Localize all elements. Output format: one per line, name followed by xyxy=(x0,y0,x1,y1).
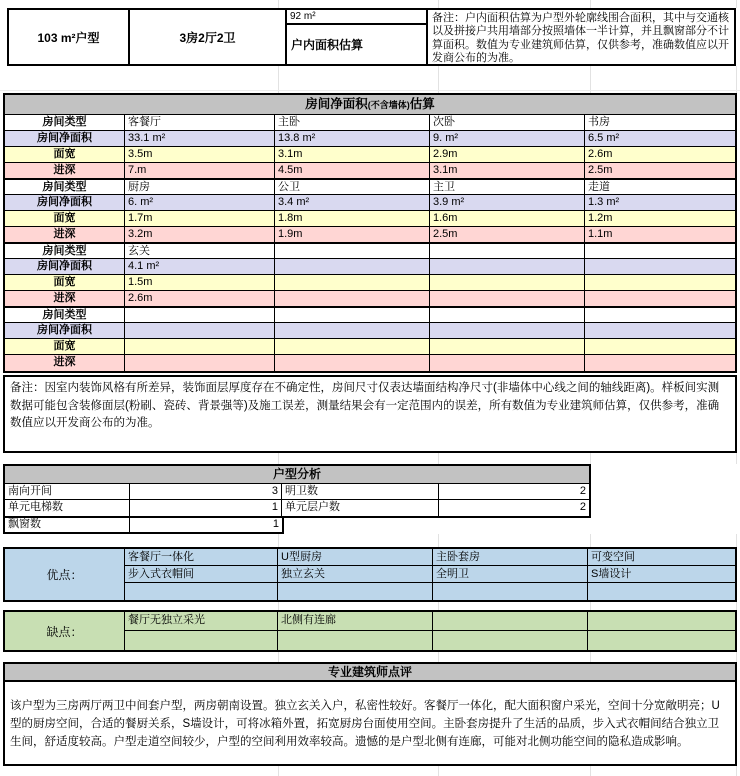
analysis-label: 飘窗数 xyxy=(5,518,130,532)
gridline-vertical xyxy=(736,534,737,547)
sheet-grid-strip xyxy=(0,652,740,662)
cell: 次卧 xyxy=(430,115,585,131)
gridline-vertical xyxy=(736,0,737,8)
row-label: 房间类型 xyxy=(5,115,125,131)
cell xyxy=(585,339,735,355)
cell: 公卫 xyxy=(275,179,430,195)
gridline-vertical xyxy=(438,766,439,776)
gridline-vertical xyxy=(438,0,439,8)
cons-item xyxy=(278,631,433,650)
gridline-vertical xyxy=(278,0,279,8)
cell: 2.9m xyxy=(430,147,585,163)
row-label: 进深 xyxy=(5,291,125,307)
gridline-vertical xyxy=(590,66,591,93)
cell xyxy=(585,323,735,339)
gridline-vertical xyxy=(438,66,439,93)
cell: 1.2m xyxy=(585,211,735,227)
cell: 13.8 m² xyxy=(275,131,430,147)
gridline-vertical xyxy=(590,652,591,662)
cons-item: 餐厅无独立采光 xyxy=(125,612,278,631)
room-type-row xyxy=(5,243,735,259)
row-label: 房间净面积 xyxy=(5,323,125,339)
cell xyxy=(430,323,585,339)
depth-row xyxy=(5,227,735,243)
analysis-value: 1 xyxy=(130,500,282,516)
room-type-row xyxy=(5,307,735,323)
cell xyxy=(125,339,275,355)
cell xyxy=(585,243,735,259)
cell: 1.6m xyxy=(430,211,585,227)
row-label: 面宽 xyxy=(5,211,125,227)
analysis-title: 户型分析 xyxy=(5,466,589,484)
sheet-grid-strip xyxy=(0,66,740,93)
cell xyxy=(585,355,735,371)
gridline-vertical xyxy=(438,652,439,662)
cell: 2.6m xyxy=(585,147,735,163)
review-body: 该户型为三房两厅两卫中间套户型，两房朝南设置。独立玄关入户，私密性较好。客餐厅一体化，配大面积窗户采光，空间十分宽敞明亮；U型的厨房空间，合适的餐厨关系，S墙设计，可将冰箱外置，拓宽厨房台面使用空间。主卧套房提升了生活的品质，步入式衣帽间结合独立卫生间，舒适度较高。户型走道空间较少，户型的空间利用效率较高。遗憾的是户型北侧有连廊，可能对北侧功能空间的隐私造成影响。 xyxy=(3,682,737,766)
pros-item xyxy=(433,583,588,600)
cell xyxy=(430,339,585,355)
row-label: 进深 xyxy=(5,227,125,243)
header-row xyxy=(7,8,736,66)
inner-area-cell xyxy=(285,8,428,66)
header-note: 备注：户内面积估算为户型外轮廓线围合面积，其中与交通核以及拼接户共用墙部分按照墙体一半计算，并且飘窗部分不计算面积。数值为专业建筑师估算，仅供参考，准确数值应以开发商公布的为准。 xyxy=(426,8,736,66)
analysis-label: 明卫数 xyxy=(282,484,439,500)
cell: 4.1 m² xyxy=(125,259,275,275)
cell: 4.5m xyxy=(275,163,430,179)
pros-label: 优点： xyxy=(5,549,125,600)
cell xyxy=(430,355,585,371)
room-area-table-title xyxy=(5,95,735,115)
cell xyxy=(585,275,735,291)
cons-item xyxy=(433,612,588,631)
cell: 6. m² xyxy=(125,195,275,211)
room-layout-cell: 3房2厅2卫 xyxy=(128,8,287,66)
cell xyxy=(275,307,430,323)
cell xyxy=(585,291,735,307)
cell xyxy=(275,355,430,371)
depth-row xyxy=(5,291,735,307)
gridline-vertical xyxy=(736,766,737,776)
gridline-vertical xyxy=(278,602,279,610)
face-width-row xyxy=(5,147,735,163)
pros-item: 客餐厅一体化 xyxy=(125,549,278,566)
gridline-horizontal xyxy=(0,90,740,91)
analysis-row xyxy=(3,518,284,534)
cell xyxy=(275,323,430,339)
cell: 7.m xyxy=(125,163,275,179)
cell: 书房 xyxy=(585,115,735,131)
title-tail: 估算 xyxy=(409,97,435,111)
cell: 3.4 m² xyxy=(275,195,430,211)
pros-item: 独立玄关 xyxy=(278,566,433,583)
cell: 2.5m xyxy=(430,227,585,243)
analysis-label: 单元电梯数 xyxy=(5,500,130,516)
cell xyxy=(275,339,430,355)
cell: 1.5m xyxy=(125,275,275,291)
depth-row xyxy=(5,355,735,371)
gridline-vertical xyxy=(278,652,279,662)
cell: 走道 xyxy=(585,179,735,195)
row-label: 房间类型 xyxy=(5,243,125,259)
title-small: (不含墙体) xyxy=(367,100,410,110)
sheet-grid-strip xyxy=(0,602,740,610)
cons-section xyxy=(3,610,737,652)
cell: 6.5 m² xyxy=(585,131,735,147)
analysis-label: 单元层户数 xyxy=(282,500,439,516)
cell: 33.1 m² xyxy=(125,131,275,147)
cell xyxy=(125,307,275,323)
face-width-row xyxy=(5,211,735,227)
cell: 3.5m xyxy=(125,147,275,163)
cell: 3.1m xyxy=(275,147,430,163)
gridline-vertical xyxy=(278,66,279,93)
gridline-vertical xyxy=(438,602,439,610)
pros-item: U型厨房 xyxy=(278,549,433,566)
cell: 1.7m xyxy=(125,211,275,227)
row-label: 房间类型 xyxy=(5,307,125,323)
row-label: 进深 xyxy=(5,163,125,179)
net-area-row xyxy=(5,323,735,339)
cell: 主卧 xyxy=(275,115,430,131)
row-label: 进深 xyxy=(5,355,125,371)
row-label: 房间净面积 xyxy=(5,259,125,275)
analysis-row xyxy=(5,500,589,516)
cell: 客餐厅 xyxy=(125,115,275,131)
cons-label: 缺点： xyxy=(5,612,125,650)
inner-area-value: 92 m² xyxy=(287,10,426,25)
cell xyxy=(430,275,585,291)
net-area-row xyxy=(5,195,735,211)
cell: 3.1m xyxy=(430,163,585,179)
cell xyxy=(125,355,275,371)
inner-area-label: 户内面积估算 xyxy=(291,38,364,52)
gridline-vertical xyxy=(590,602,591,610)
cell: 主卫 xyxy=(430,179,585,195)
cons-item xyxy=(588,612,735,631)
face-width-row xyxy=(5,339,735,355)
analysis-label: 南向开间 xyxy=(5,484,130,500)
row-label: 房间类型 xyxy=(5,179,125,195)
cons-item xyxy=(588,631,735,650)
room-type-row xyxy=(5,115,735,131)
cell xyxy=(125,323,275,339)
gridline-vertical xyxy=(278,534,279,547)
cell xyxy=(585,307,735,323)
sheet-grid-strip xyxy=(0,766,740,776)
row-label: 房间净面积 xyxy=(5,195,125,211)
cell xyxy=(585,259,735,275)
cell xyxy=(275,291,430,307)
analysis-value: 3 xyxy=(130,484,282,500)
gridline-vertical xyxy=(590,0,591,8)
cell: 1.1m xyxy=(585,227,735,243)
cell: 厨房 xyxy=(125,179,275,195)
cell: 1.8m xyxy=(275,211,430,227)
cell xyxy=(430,291,585,307)
cell: 9. m² xyxy=(430,131,585,147)
cell xyxy=(430,307,585,323)
pros-item: 可变空间 xyxy=(588,549,735,566)
title-main: 房间净面积 xyxy=(305,97,368,111)
pros-item: S墙设计 xyxy=(588,566,735,583)
analysis-value: 1 xyxy=(272,518,279,530)
review-title: 专业建筑师点评 xyxy=(3,662,737,682)
pros-item: 主卧套房 xyxy=(433,549,588,566)
cell: 1.9m xyxy=(275,227,430,243)
measurement-footnote: 备注：因室内装饰风格有所差异，装饰面层厚度存在不确定性，房间尺寸仅表达墙面结构净尺寸(非墙体中心线之间的轴线距离)。样板间实测数据可能包含装修面层(粉刷、瓷砖、背景强等)及施工误差，测量结果会有一定范围内的误差，所有数值为专业建筑师估算，仅供参考，准确数值应以开发商公布的为准。 xyxy=(3,375,737,453)
cell xyxy=(275,259,430,275)
cell: 2.5m xyxy=(585,163,735,179)
analysis-table xyxy=(3,464,591,518)
pros-item xyxy=(588,583,735,600)
sheet-grid-strip xyxy=(0,534,740,547)
depth-row xyxy=(5,163,735,179)
cell xyxy=(275,275,430,291)
sheet-grid-strip xyxy=(0,453,740,464)
gridline-vertical xyxy=(590,534,591,547)
gridline-vertical xyxy=(438,453,439,464)
row-label: 面宽 xyxy=(5,275,125,291)
sheet-grid-strip xyxy=(0,0,740,8)
pros-item: 全明卫 xyxy=(433,566,588,583)
cell: 2.6m xyxy=(125,291,275,307)
cons-item xyxy=(125,631,278,650)
gridline-vertical xyxy=(736,66,737,93)
row-label: 面宽 xyxy=(5,147,125,163)
analysis-row xyxy=(5,484,589,500)
gridline-vertical xyxy=(736,652,737,662)
cell xyxy=(430,259,585,275)
row-label: 房间净面积 xyxy=(5,131,125,147)
pros-item xyxy=(125,583,278,600)
cell: 1.3 m² xyxy=(585,195,735,211)
pros-section xyxy=(3,547,737,602)
cell xyxy=(430,243,585,259)
cons-item xyxy=(433,631,588,650)
net-area-row xyxy=(5,131,735,147)
pros-item xyxy=(278,583,433,600)
analysis-value: 2 xyxy=(439,484,589,500)
gridline-vertical xyxy=(278,453,279,464)
cell: 3.2m xyxy=(125,227,275,243)
pros-item: 步入式衣帽间 xyxy=(125,566,278,583)
gridline-vertical xyxy=(438,534,439,547)
gridline-vertical xyxy=(278,766,279,776)
net-area-row xyxy=(5,259,735,275)
analysis-value: 2 xyxy=(579,501,586,513)
cell: 3.9 m² xyxy=(430,195,585,211)
cell: 玄关 xyxy=(125,243,275,259)
room-type-row xyxy=(5,179,735,195)
row-label: 面宽 xyxy=(5,339,125,355)
gridline-vertical xyxy=(590,766,591,776)
cons-item: 北侧有连廊 xyxy=(278,612,433,631)
room-area-table xyxy=(3,93,737,373)
gridline-vertical xyxy=(590,453,591,464)
gridline-vertical xyxy=(736,602,737,610)
gridline-vertical xyxy=(736,453,737,464)
unit-size-cell: 103 m²户型 xyxy=(7,8,130,66)
cell xyxy=(275,243,430,259)
face-width-row xyxy=(5,275,735,291)
